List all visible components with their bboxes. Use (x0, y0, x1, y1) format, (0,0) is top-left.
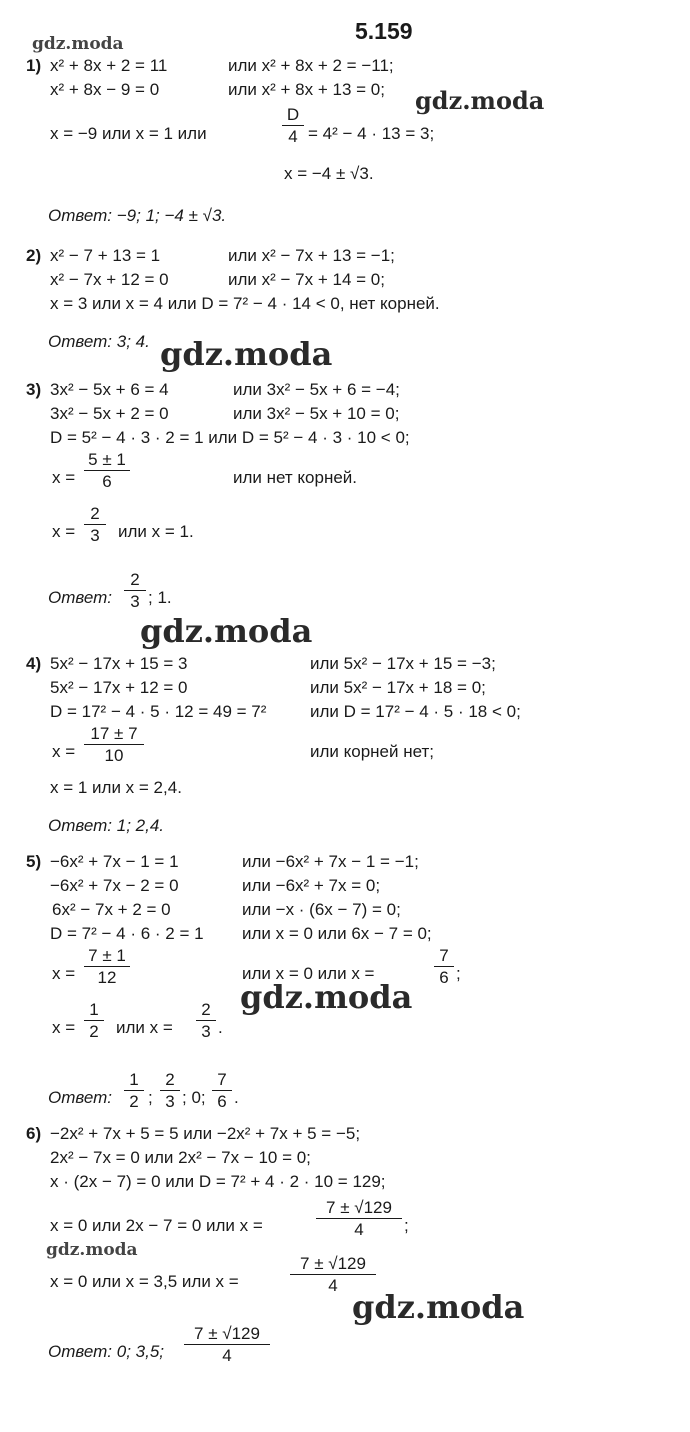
watermark: gdz.moda (352, 1288, 525, 1326)
equation: −6x² + 7x − 1 = 1 (50, 852, 179, 871)
equation: x² + 8x − 9 = 0 (50, 80, 160, 99)
equation: или −6x² + 7x = 0; (242, 876, 381, 895)
equation: или x² + 8x + 13 = 0; (228, 80, 385, 99)
fraction: $\frac{1}{2}$ (124, 1070, 144, 1112)
equation: x = 0 или x = 3,5 или x = (50, 1272, 239, 1291)
item-number: 2) (26, 246, 42, 265)
fraction: $\frac{2}{3}$ (160, 1070, 180, 1112)
equation: x = (52, 468, 76, 487)
equation: x = 3 или x = 4 или D = 7² − 4 · 14 < 0, нет корней. (50, 294, 440, 313)
equation: x = −4 ± √3. (284, 164, 374, 183)
equation: или x = 1. (118, 522, 194, 541)
equation: или x = 0 или x = (242, 964, 375, 983)
answer-label: Ответ: (48, 1088, 113, 1107)
fraction: $\frac{D}{4}$ (282, 105, 304, 147)
fraction: $\frac{5 \pm 1}{6}$ (84, 450, 130, 492)
fraction: $\frac{17 \pm 7}{10}$ (84, 724, 144, 766)
watermark: gdz.moda (415, 86, 545, 115)
problem-number: 5.159 (355, 18, 413, 44)
equation: = 4² − 4 · 13 = 3; (308, 124, 435, 143)
fraction: $\frac{2}{3}$ (124, 570, 146, 612)
equation: x = −9 или x = 1 или (50, 124, 207, 143)
equation: x · (2x − 7) = 0 или D = 7² + 4 · 2 · 10 = 129; (50, 1172, 386, 1191)
equation: или 5x² − 17x + 18 = 0; (310, 678, 486, 697)
watermark: gdz.moda (46, 1240, 138, 1260)
item-number: 5) (26, 852, 42, 871)
fraction: $\frac{7 \pm √129}{4}$ (290, 1254, 376, 1296)
answer: ; 0; (182, 1088, 206, 1107)
equation: x = 1 или x = 2,4. (50, 778, 182, 797)
equation: или корней нет; (310, 742, 435, 761)
fraction: $\frac{2}{3}$ (84, 504, 106, 546)
equation: D = 17² − 4 · 5 · 12 = 49 = 7² (50, 702, 267, 721)
item-number: 1) (26, 56, 42, 75)
equation: 6x² − 7x + 2 = 0 (52, 900, 171, 919)
equation: 3x² − 5x + 6 = 4 (50, 380, 169, 399)
equation: x = (52, 742, 76, 761)
equation: или −6x² + 7x − 1 = −1; (242, 852, 419, 871)
fraction: $\frac{7}{6}$ (434, 946, 454, 988)
answer-label: Ответ: 0; 3,5; (48, 1342, 165, 1361)
fraction: $\frac{7 \pm √129}{4}$ (184, 1324, 270, 1366)
watermark: gdz.moda (32, 34, 124, 54)
equation: 5x² − 17x + 15 = 3 (50, 654, 188, 673)
answer-label: Ответ: (48, 588, 113, 607)
fraction: $\frac{7}{6}$ (212, 1070, 232, 1112)
fraction: $\frac{2}{3}$ (196, 1000, 216, 1042)
equation: или 3x² − 5x + 10 = 0; (233, 404, 400, 423)
item-number: 4) (26, 654, 42, 673)
equation: 5x² − 17x + 12 = 0 (50, 678, 188, 697)
equation: ; (456, 964, 461, 983)
equation: x² − 7x + 12 = 0 (50, 270, 169, 289)
fraction: $\frac{7 \pm 1}{12}$ (84, 946, 130, 988)
equation: или D = 17² − 4 · 5 · 18 < 0; (310, 702, 521, 721)
equation: x = (52, 1018, 76, 1037)
equation: . (218, 1018, 223, 1037)
answer: Ответ: 1; 2,4. (48, 816, 165, 835)
answer: ; 1. (148, 588, 172, 607)
equation: ; (404, 1216, 409, 1235)
item-number: 3) (26, 380, 42, 399)
answer: ; (148, 1088, 153, 1107)
equation: D = 7² − 4 · 6 · 2 = 1 (50, 924, 204, 943)
watermark: gdz.moda (140, 612, 313, 650)
answer: Ответ: −9; 1; −4 ± √3. (48, 206, 227, 225)
equation: x = 0 или 2x − 7 = 0 или x = (50, 1216, 263, 1235)
equation: x² + 8x + 2 = 11 (50, 56, 168, 75)
fraction: $\frac{7 \pm √129}{4}$ (316, 1198, 402, 1240)
equation: x = (52, 522, 76, 541)
equation: x² − 7 + 13 = 1 (50, 246, 161, 265)
equation: или x² − 7x + 13 = −1; (228, 246, 395, 265)
item-number: 6) (26, 1124, 42, 1143)
equation: D = 5² − 4 · 3 · 2 = 1 или D = 5² − 4 · 3 · 10 < 0; (50, 428, 410, 447)
equation: x = (52, 964, 76, 983)
watermark: gdz.moda (160, 335, 333, 373)
equation: 2x² − 7x = 0 или 2x² − 7x − 10 = 0; (50, 1148, 311, 1167)
fraction: $\frac{1}{2}$ (84, 1000, 104, 1042)
equation: или −x · (6x − 7) = 0; (242, 900, 401, 919)
answer: Ответ: 3; 4. (48, 332, 150, 351)
equation: или 3x² − 5x + 6 = −4; (233, 380, 400, 399)
equation: −2x² + 7x + 5 = 5 или −2x² + 7x + 5 = −5; (50, 1124, 361, 1143)
equation: 3x² − 5x + 2 = 0 (50, 404, 169, 423)
watermark: gdz.moda (240, 978, 413, 1016)
equation: или x² + 8x + 2 = −11; (228, 56, 394, 75)
equation: или x² − 7x + 14 = 0; (228, 270, 385, 289)
equation: или 5x² − 17x + 15 = −3; (310, 654, 496, 673)
equation: или x = (116, 1018, 173, 1037)
equation: или x = 0 или 6x − 7 = 0; (242, 924, 432, 943)
equation: −6x² + 7x − 2 = 0 (50, 876, 179, 895)
equation: или нет корней. (233, 468, 358, 487)
answer: . (234, 1088, 239, 1107)
